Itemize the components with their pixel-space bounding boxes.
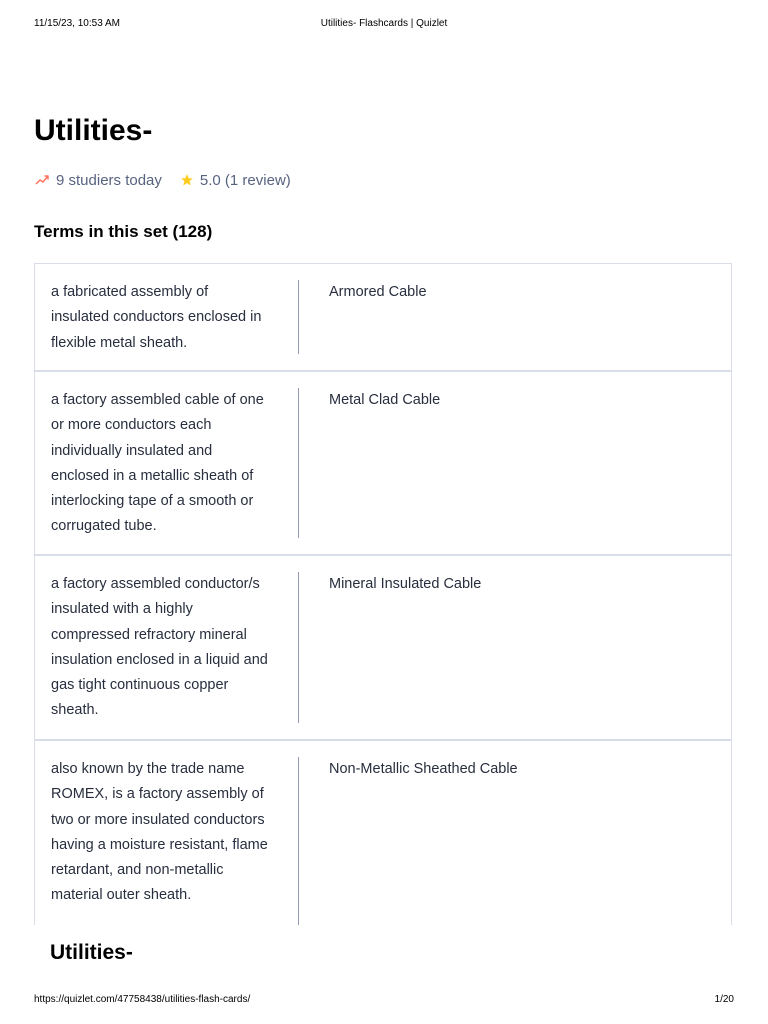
term-word: Armored Cable: [329, 284, 427, 300]
page-number: 1/20: [714, 994, 734, 1005]
term-card: [35, 372, 731, 556]
term-word: Mineral Insulated Cable: [329, 576, 482, 592]
studiers-count: 9 studiers today: [56, 171, 162, 189]
card-divider: [298, 757, 299, 925]
term-card: [35, 741, 731, 925]
term-definition: a factory assembled conductor/s insulated with a highly compressed refractory mineral insulation enclosed in a liquid and gas tight continuous copper sheath.: [51, 576, 268, 719]
card-divider: [298, 280, 299, 354]
term-definition: a fabricated assembly of insulated conductors enclosed in flexible metal sheath.: [51, 284, 262, 351]
card-divider: [298, 572, 299, 723]
rating[interactable]: 5.0 (1 review): [199, 171, 291, 189]
term-card: [35, 264, 731, 372]
print-footer: [34, 994, 734, 1008]
terms-list: [34, 263, 732, 925]
footer-set-title: Utilities-: [50, 941, 133, 964]
print-page-title: Utilities- Flashcards | Quizlet: [320, 18, 448, 29]
term-word: Metal Clad Cable: [329, 392, 441, 408]
card-divider: [298, 388, 299, 538]
term-definition: a factory assembled cable of one or more conductors each individually insulated and enclosed in a metallic sheath of interlocking tape of a smooth or corrugated tube.: [51, 392, 264, 535]
set-title: Utilities-: [34, 114, 153, 147]
print-datetime: 11/15/23, 10:53 AM: [34, 18, 120, 29]
terms-heading: Terms in this set (128): [34, 222, 213, 241]
term-card: [35, 556, 731, 741]
term-definition: also known by the trade name ROMEX, is a factory assembly of two or more insulated conductors having a moisture resistant, flame retardant, and non-metallic material outer sheath.: [51, 761, 268, 904]
print-header: [34, 18, 734, 32]
set-stats: [34, 170, 291, 190]
page-url[interactable]: https://quizlet.com/47758438/utilities-flash-cards/: [34, 994, 251, 1005]
star-icon: [180, 173, 194, 187]
trending-up-icon: [34, 172, 50, 188]
term-word: Non-Metallic Sheathed Cable: [329, 761, 518, 777]
